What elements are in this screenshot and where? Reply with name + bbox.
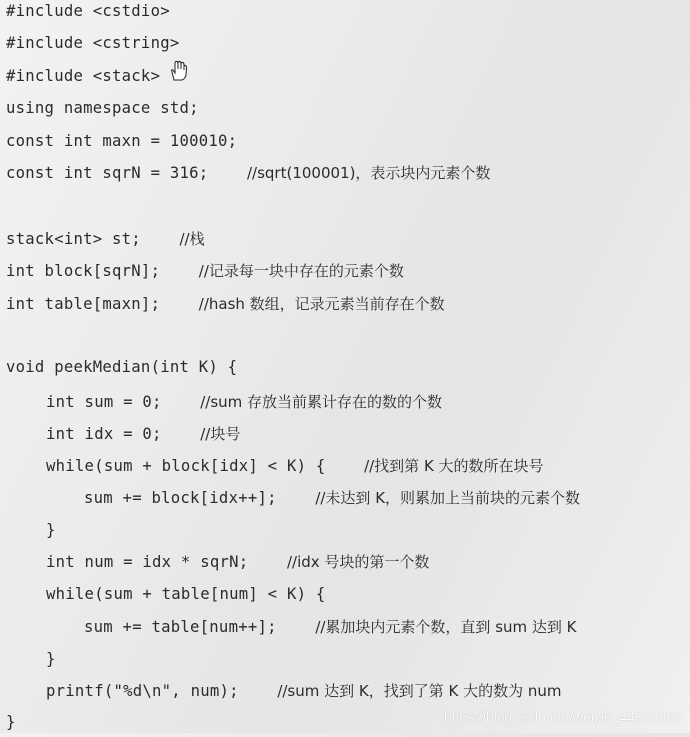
- code-line: const int sqrN = 316; //sqrt(100001)，表示块内元素个数: [6, 164, 491, 182]
- code-comment: //累加块内元素个数，直到 sum 达到 K: [315, 618, 577, 636]
- code-comment: //栈: [179, 230, 205, 248]
- code-line: int idx = 0; //块号: [46, 425, 241, 443]
- code-comment: //sum 存放当前累计存在的数的个数: [200, 393, 443, 411]
- code-line: printf("%d\n", num); //sum 达到 K，找到了第 K 大的数为 num: [46, 682, 562, 700]
- code-comment: //hash 数组，记录元素当前存在个数: [198, 295, 445, 313]
- code-line: using namespace std;: [6, 99, 199, 117]
- code-line: }: [46, 521, 56, 539]
- code-line: void peekMedian(int K) {: [6, 358, 238, 376]
- code-line: sum += block[idx++]; //未达到 K，则累加上当前块的元素个数: [84, 489, 581, 507]
- code-line: const int maxn = 100010;: [6, 132, 238, 150]
- code-line: sum += table[num++]; //累加块内元素个数，直到 sum 达到 K: [84, 618, 577, 636]
- code-line: #include <stack>: [6, 67, 161, 85]
- code-comment: //块号: [200, 425, 241, 443]
- code-line: #include <cstring>: [6, 34, 180, 52]
- code-comment: //找到第 K 大的数所在块号: [364, 457, 544, 475]
- code-line: int table[maxn]; //hash 数组，记录元素当前存在个数: [6, 295, 445, 313]
- code-line: int block[sqrN]; //记录每一块中存在的元素个数: [6, 262, 404, 280]
- hand-cursor-icon: [168, 60, 188, 82]
- code-line: }: [6, 713, 16, 731]
- code-comment: //未达到 K，则累加上当前块的元素个数: [315, 489, 581, 507]
- code-comment: //sqrt(100001)，表示块内元素个数: [246, 164, 491, 182]
- code-comment: //idx 号块的第一个数: [286, 553, 430, 571]
- code-comment: //记录每一块中存在的元素个数: [198, 262, 404, 280]
- code-line: while(sum + block[idx] < K) { //找到第 K 大的数所在块号: [46, 457, 544, 475]
- code-line: #include <cstdio>: [6, 2, 170, 20]
- code-comment: //sum 达到 K，找到了第 K 大的数为 num: [277, 682, 562, 700]
- code-line: stack<int> st; //栈: [6, 230, 205, 248]
- code-line: while(sum + table[num] < K) {: [46, 585, 326, 603]
- code-line: int num = idx * sqrN; //idx 号块的第一个数: [46, 553, 430, 571]
- code-line: }: [46, 650, 56, 668]
- code-line: int sum = 0; //sum 存放当前累计存在的数的个数: [46, 393, 443, 411]
- watermark: https://blog.csdn.net/weixin_44073967: [443, 709, 682, 725]
